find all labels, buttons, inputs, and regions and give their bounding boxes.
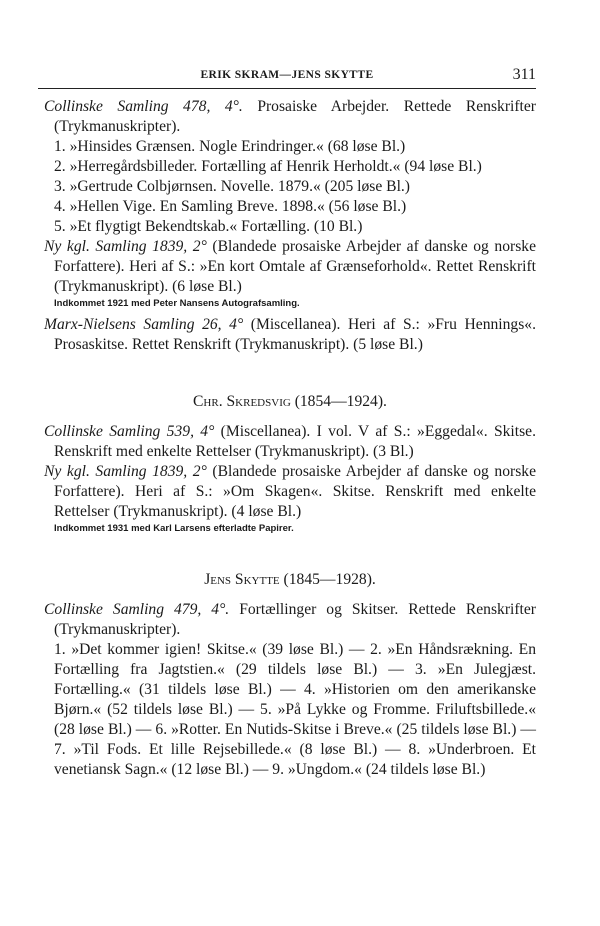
collection-label: Ny kgl. Samling 1839, 2°: [44, 463, 207, 480]
entry-text: (Miscellanea). I vol. V af S.: »Eggedal«. Skitse. Renskrift med enkelte Rettelser (Trykmanuskript). (3 Bl.): [54, 423, 536, 460]
entry-text: (Blandede prosaiske Arbejder af danske og norske Forfattere). Heri af S.: »En kort Omtale af Grænseforhold«. Rettet Renskrift (Trykmanuskript). (6 løse Bl.): [54, 238, 536, 295]
list-item: 5. »Et flygtigt Bekendtskab.« Fortælling. (10 Bl.): [54, 218, 363, 235]
page-number: 311: [512, 66, 536, 83]
page-body: [44, 97, 536, 780]
author-dates: (1854—1924).: [290, 393, 387, 410]
section-heading: [44, 570, 536, 590]
header-rule: [38, 88, 536, 89]
catalog-entry: [44, 237, 536, 297]
list-item: 2. »Herregårdsbilleder. Fortælling af Henrik Herholdt.« (94 løse Bl.): [54, 158, 482, 175]
catalog-entry: [44, 97, 536, 137]
entry-text: (Miscellanea). Heri af S.: »Fru Hennings«. Prosaskitse. Rettet Renskrift (Trykmanuskript). (5 løse Bl.): [54, 316, 536, 353]
author-name: Chr. Skredsvig: [193, 393, 291, 410]
entry-text: (Blandede prosaiske Arbejder af danske og norske Forfattere). Heri af S.: »Om Skagen«. Skitse. Renskrift med enkelte Rettelser (Trykmanuskript). (4 løse Bl.): [54, 463, 536, 520]
entry-text: Prosaiske Arbejder. Rettede Renskrifter (Trykmanuskripter).: [54, 98, 537, 135]
section-heading: [44, 392, 536, 412]
list-item: 1. »Hinsides Grænsen. Nogle Erindringer.« (68 løse Bl.): [54, 138, 406, 155]
collection-label: Ny kgl. Samling 1839, 2°: [44, 238, 207, 255]
entry-text: Fortællinger og Skitser. Rettede Renskrifter (Trykmanuskripter).: [54, 601, 536, 638]
author-name: Jens Skytte: [204, 571, 280, 588]
catalog-entry: [44, 600, 536, 640]
collection-label: Collinske Samling 478, 4°.: [44, 98, 243, 115]
provenance-note: Indkommet 1921 med Peter Nansens Autografsamling.: [54, 298, 300, 309]
author-dates: (1845—1928).: [279, 571, 376, 588]
list-item: 4. »Hellen Vige. En Samling Breve. 1898.« (56 løse Bl.): [54, 198, 407, 215]
list-item: 3. »Gertrude Colbjørnsen. Novelle. 1879.« (205 løse Bl.): [54, 178, 410, 195]
catalog-entry: [44, 315, 536, 355]
collection-label: Collinske Samling 479, 4°.: [44, 601, 230, 618]
catalog-entry: [44, 462, 536, 522]
running-title: ERIK SKRAM—JENS SKYTTE: [200, 69, 374, 81]
running-head: [38, 66, 536, 88]
collection-label: Collinske Samling 539, 4°: [44, 423, 215, 440]
collection-label: Marx-Nielsens Samling 26, 4°: [44, 316, 244, 333]
works-list-paragraph: 1. »Det kommer igien! Skitse.« (39 løse Bl.) — 2. »En Håndsrækning. En Fortælling fra Jagtstien.« (29 tildels løse Bl.) — 3. »En Julegjæst. Fortælling.« (31 tildels løse Bl.) — 4. »Historien om den amerikanske Bjørn.« (52 tildels løse Bl.) — 5. »På Lykke og Fromme. Friluftsbillede.« (28 løse Bl.) — 6. »Rotter. En Nutids-Skitse i Breve.« (25 tildels løse Bl.) — 7. »Til Fods. Et lille Rejsebillede.« (8 løse Bl.) — 8. »Underbroen. Et venetiansk Sagn.« (12 løse Bl.) — 9. »Ungdom.« (24 tildels løse Bl.): [54, 641, 536, 778]
catalog-entry: [44, 422, 536, 462]
provenance-note: Indkommet 1931 med Karl Larsens efterladte Papirer.: [54, 523, 294, 534]
